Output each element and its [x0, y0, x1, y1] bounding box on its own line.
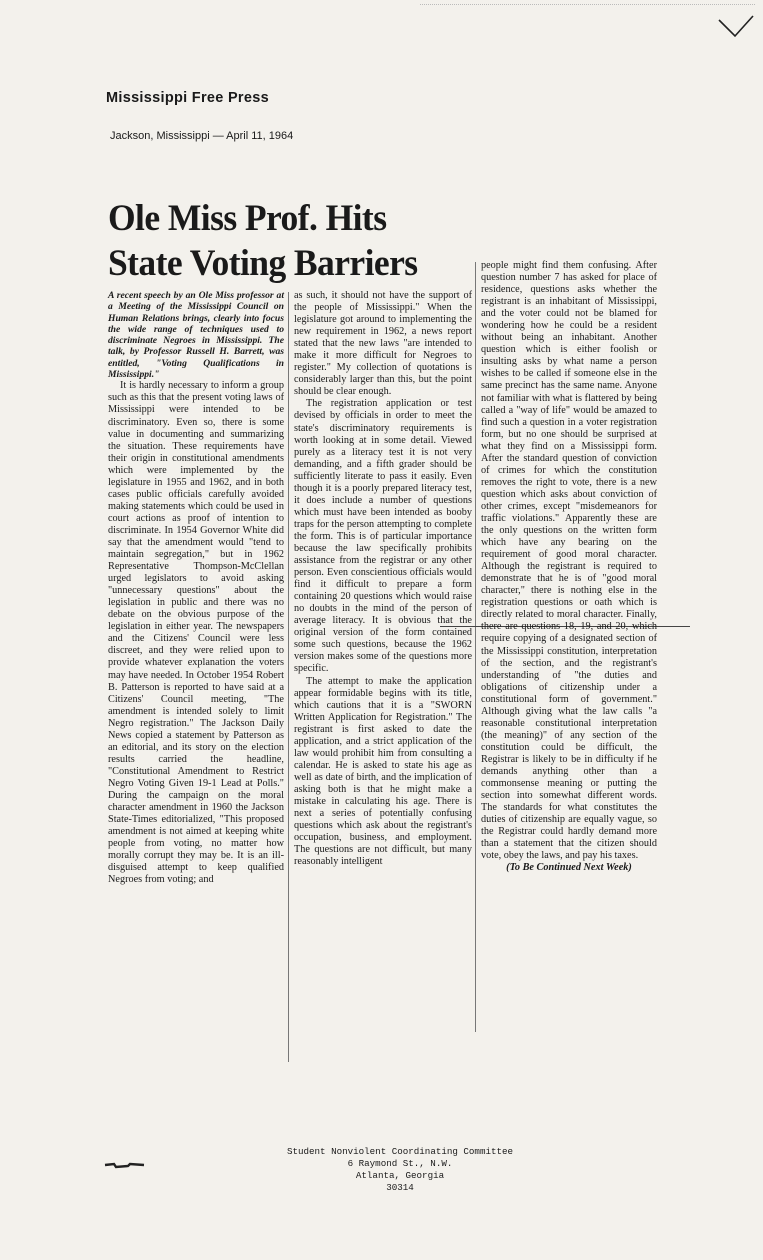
article-column-2 — [294, 290, 472, 868]
footer-zip: 30314 — [386, 1182, 414, 1193]
newspaper-name: Mississippi Free Press — [106, 90, 269, 106]
body-paragraph: as such, it should not have the support of the people of Mississippi." When the legislature got around to implementing the new requirement in 1962, a news report stated that the new laws "are intended to make it more difficult for Negroes to register." My collection of quotations is considerably larger than this, but the point should be clear enough. — [294, 290, 472, 398]
column-divider — [475, 262, 476, 1032]
article-intro: A recent speech by an Ole Miss professor at a Meeting of the Mississippi Council on Human Relations brings, clearly into focus the wide range of techniques used to discriminate Negroes in Mississippi. The talk, by Professor Russell H. Barrett, was entitled, "Voting Qualifications in Mississippi." — [108, 290, 284, 381]
continued-note: (To Be Continued Next Week) — [506, 862, 632, 874]
headline-line-2: State Voting Barriers — [108, 243, 418, 284]
footer-city: Atlanta, Georgia — [355, 1170, 445, 1181]
scan-top-rule — [420, 4, 755, 5]
body-paragraph: people might find them confusing. After question number 7 has asked for place of residence, questions asks whether the registrant is an inhabitant of Mississippi, and the voter could not be blamed for wondering how he could be a resident without being an inhabitant. Another question which is either foolish or insulting asks by what name a person wishes to be called if someone else in the same precinct has the same name. Anyone not familiar with what is flattered by being called a "way of life" would be amazed to find such a question in a voter registration form, but no one should be surprised at what they find on a Mississippi form. After the standard question of conviction of crimes for which the constitution removes the right to vote, there is a new question which asks about conviction of other crimes, except "misdemeanors for traffic violations." Apparently these are the only questions on the written form which have any bearing on the requirement of good moral character. Although the registrant is required to demonstrate that he is of "good moral character," there is nothing else in the registration questions or oath which is directly related to moral character. Finally, there are questions 18, 19, and 20, which require copying of a designated section of the Mississippi constitution, interpretation of the section, and the registrant's understanding of "the duties and obligations of citizenship under a constitutional form of government." Although giving what the law calls "a reasonable constitutional interpretation (the meaning)" of any section of the constitution could be difficult, the Registrar is likely to be in difficulty if he demands anything other than a commonsense meaning or putting the section into somewhat different words. The standards for what constitutes the duties of citizenship are equally vague, so the Registrar could hardly demand more than a statement that the citizen should vote, obey the laws, and pay his taxes. — [481, 260, 657, 862]
footer-street: 6 Raymond St., N.W. — [347, 1158, 453, 1169]
pen-tick-mark — [717, 14, 755, 42]
ink-stamp-mark — [104, 1161, 148, 1170]
body-paragraph: The registration application or test devised by officials in order to meet the state's discriminatory requirements is worth looking at in some detail. Viewed purely as a literacy test it is not very demanding, and a fifth grader should be sufficiently literate to pass it easily. Even though it is a poorly prepared literacy test, it does include a number of questions which must have been intended as booby traps for the person attempting to complete the form. This is of particular importance because the law specifically prohibits assistance from the registrar or any other person. Even conscientious officials would find it difficult to prepare a form containing 20 questions which would raise no doubts in the mind of the person of average literacy. It is obvious that the original version of the form contained some such questions, because the 1962 version makes some of the questions more specific. — [294, 398, 472, 675]
footer-org: Student Nonviolent Coordinating Committee — [286, 1146, 514, 1157]
column-divider — [288, 292, 289, 1062]
dateline: Jackson, Mississippi — April 11, 1964 — [110, 130, 294, 142]
footer-address — [280, 1146, 520, 1194]
article-column-3 — [481, 260, 657, 874]
body-paragraph: It is hardly necessary to inform a group such as this that the present voting laws of Mississippi were intended to be discriminatory. Even so, there is some value in documenting and summarizing the situation. These requirements have their origin in constitutional amendments which were implemented by the legislature in 1955 and 1962, and in both cases public officials carefully avoided making statements which could be used in court actions as proof of intention to discriminate. In 1954 Governor White did say that the amendment would "tend to maintain segregation," but in 1962 Representative Thompson-McClellan urged legislators to avoid asking "unnecessary questions" about the legislation in public and there was no debate on the obvious purpose of the legislation in either year. The newspapers and the Citizens' Council were less discreet, and they were relied upon to provide whatever explanation the voters may have needed. In October 1954 Robert B. Patterson is reported to have said at a Citizens' Council meeting, "The amendment is intended solely to limit Negro registration." The Jackson Daily News copied a statement by Patterson as an editorial, and its story on the election results carried the headline, "Constitutional Amendment to Restrict Negro Voting Given 19-1 Lead at Polls." During the campaign on the moral character amendment in 1960 the Jackson State-Times editorialized, "This proposed amendment is not aimed at keeping white people from voting, no matter how morally corrupt they may be. It is an ill-disguised attempt to keep qualified Negroes from voting; and — [108, 380, 284, 886]
article-headline — [108, 196, 463, 286]
article-column-1 — [108, 290, 284, 886]
body-paragraph: The attempt to make the application appear formidable begins with its title, which cautions that it is a "SWORN Written Application for Registration." The registrant is first asked to date the application, and a strict application of the law would prohibit him from consulting a calendar. He is asked to state his age as well as date of birth, and the implication of asking both is that he might make a mistake in calculating his age. There is next a series of potentially confusing questions which ask about the registrant's occupation, business, and employment. The questions are not difficult, but many reasonably intelligent — [294, 675, 472, 868]
headline-line-1: Ole Miss Prof. Hits — [108, 198, 387, 239]
